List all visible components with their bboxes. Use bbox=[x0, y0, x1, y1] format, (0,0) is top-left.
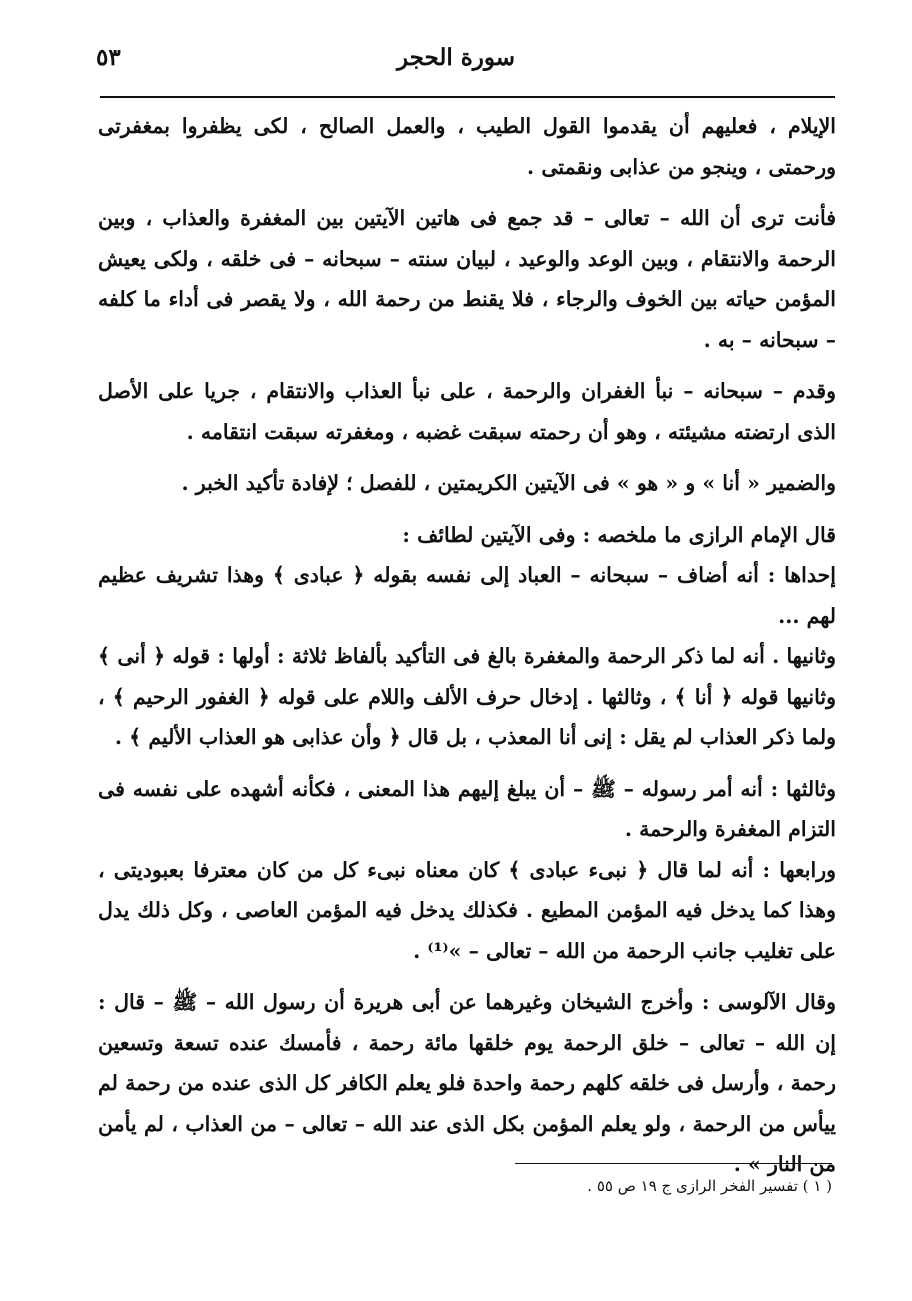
paragraph: وثانيها . أنه لما ذكر الرحمة والمغفرة بالغ فى التأكيد بألفاظ ثلاثة : أولها : قوله ﴿ أنى ﴾ وثانيها قوله ﴿ أنا ﴾ ، وثالثها . إدخال حرف الألف واللام على قوله ﴿ الغفور الرحيم ﴾ ، ولما ذكر العذاب لم يقل : إنى أنا المعذب ، بل قال ﴿ وأن عذابى هو العذاب الأليم ﴾ . bbox=[98, 644, 836, 749]
paragraph: وقال الآلوسى : وأخرج الشيخان وغيرهما عن أبى هريرة أن رسول الله – ﷺ – قال : إن الله – تعالى – خلق الرحمة يوم خلقها مائة رحمة ، فأمسك عنده تسعة وتسعين رحمة ، وأرسل فى خلقه كلهم رحمة واحدة فلو يعلم الكافر كل الذى عنده من رحمة لم ييأس من الرحمة ، ولو يعلم المؤمن بكل الذى عند الله – تعالى – من العذاب ، لم يأمن من النار » . bbox=[98, 990, 836, 1176]
paragraph: فأنت ترى أن الله – تعالى – قد جمع فى هاتين الآيتين بين المغفرة والعذاب ، وبين الرحمة والانتقام ، وبين الوعد والوعيد ، لبيان سنته – سبحانه – فى خلقه ، ولكى يعيش المؤمن حياته بين الخوف والرجاء ، فلا يقنط من رحمة الله ، ولا يقصر فى أداء ما كلفه – سبحانه – به . bbox=[98, 206, 836, 352]
page-number: ٥٣ bbox=[96, 44, 121, 71]
paragraph: الإيلام ، فعليهم أن يقدموا القول الطيب ، والعمل الصالح ، لكى يظفروا بمغفرتى ورحمتى ، وينجو من عذابى ونقمتى . bbox=[98, 114, 836, 179]
paragraph: إحداها : أنه أضاف – سبحانه – العباد إلى نفسه بقوله ﴿ عبادى ﴾ وهذا تشريف عظيم لهم ... bbox=[98, 563, 836, 628]
paragraph: والضمير « أنا » و « هو » فى الآيتين الكريمتين ، للفصل ؛ لإفادة تأكيد الخبر . bbox=[181, 471, 836, 495]
paragraph: وقدم – سبحانه – نبأ الغفران والرحمة ، على نبأ العذاب والانتقام ، جريا على الأصل الذى ارتضته مشيئته ، وهو أن رحمته سبقت غضبه ، ومغفرته سبقت انتقامه . bbox=[98, 379, 836, 444]
surah-title: سورة الحجر bbox=[396, 44, 516, 71]
footnote: ( ١ ) تفسير الفخر الرازى ج ١٩ ص ٥٥ . bbox=[587, 1177, 832, 1195]
paragraph: قال الإمام الرازى ما ملخصه : وفى الآيتين لطائف : bbox=[402, 522, 836, 547]
header-divider bbox=[100, 96, 835, 98]
footnote-divider bbox=[515, 1163, 832, 1164]
paragraph: ورابعها : أنه لما قال ﴿ نبىء عبادى ﴾ كان معناه نبىء كل من كان معترفا بعبوديتى ، وهذا كما يدخل فيه المؤمن المطيع . فكذلك يدخل فيه المؤمن العاصى ، وكل ذلك يدل على تغليب جانب الرحمة من الله – تعالى – »⁽¹⁾ . bbox=[98, 857, 836, 963]
body-text bbox=[98, 106, 836, 1185]
paragraph: وثالثها : أنه أمر رسوله – ﷺ – أن يبلغ إليهم هذا المعنى ، فكأنه أشهده على نفسه فى التزام المغفرة والرحمة . bbox=[98, 776, 836, 841]
